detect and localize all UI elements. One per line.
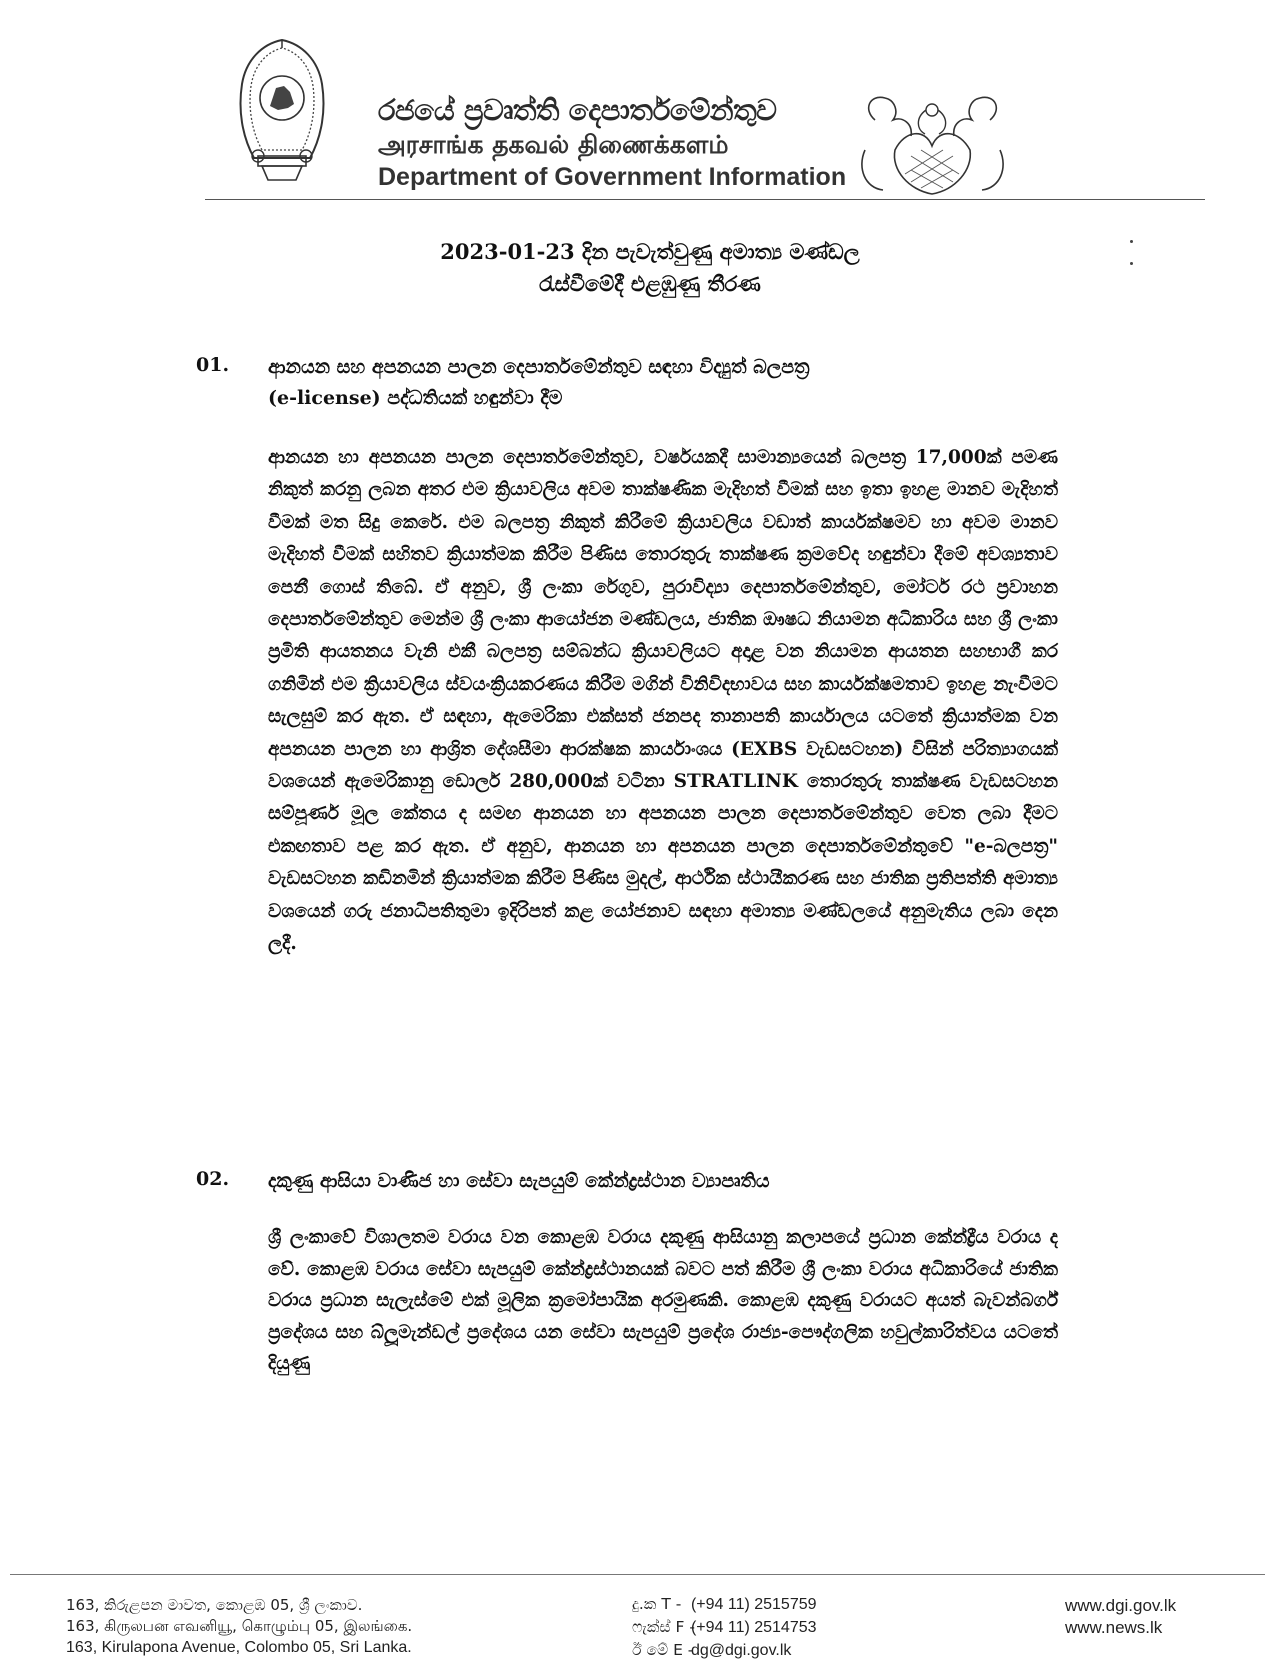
org-name-english: Department of Government Information	[378, 163, 847, 191]
footer-divider	[10, 1574, 1265, 1575]
section-2-heading-line-1: දකුණු ආසියා වාණිජ හා සේවා සැපයුම් කේන්ද්‍රස්ථාන ව්‍යාපෘතිය	[268, 1170, 770, 1192]
phone-number[interactable]: (+94 11) 2515759	[690, 1596, 817, 1613]
fax-label: ෆැක්ස් F -	[632, 1618, 695, 1636]
section-1-heading	[268, 352, 1058, 414]
email-address[interactable]: dg@dgi.gov.lk	[690, 1642, 792, 1659]
contact-fax	[632, 1616, 817, 1639]
fax-number: (+94 11) 2514753	[690, 1619, 817, 1636]
footer-websites	[1065, 1595, 1176, 1639]
phone-label: දු.ක T -	[632, 1595, 682, 1613]
section-2-heading	[268, 1166, 1058, 1197]
email-label: ඊ මේ E -	[632, 1641, 694, 1659]
section-1-paragraph: ආනයන හා අපනයන පාලන දෙපාර්තමේන්තුව, වර්ෂයකදී සාමාන්‍යයෙන් බලපත්‍ර 17,000ක් පමණ නිකුත් කරනු ලබන අතර එම ක්‍රියාවලිය අවම තාක්ෂණික මැදිහත් වීමක් සහ ඉතා ඉහළ මානව මැදිහත් වීමක් මත සිදු කෙරේ. එම බලපත්‍ර නිකුත් කිරීමේ ක්‍රියාවලිය වඩාත් කාර්යක්ෂමව හා අවම මානව මැදිහත් වීමක් සහිතව ක්‍රියාත්මක කිරීම පිණිස තොරතුරු තාක්ෂණ ක්‍රමවේද හඳුන්වා දීමේ අවශ්‍යතාව පෙනී ගොස් තිබේ. ඒ අනුව, ශ්‍රී ලංකා රේගුව, පුරාවිද්‍යා දෙපාර්තමේන්තුව, මෝටර් රථ ප්‍රවාහන දෙපාර්තමේන්තුව මෙන්ම ශ්‍රී ලංකා ආයෝජන මණ්ඩලය, ජාතික ඖෂධ නියාමන අධිකාරිය සහ ශ්‍රී ලංකා ප්‍රමිති ආයතනය වැනි එකී බලපත්‍ර සම්බන්ධ ක්‍රියාවලියට අදාළ වන නියාමන ආයතන සහභාගී කර ගනිමින් එම ක්‍රියාවලිය ස්වයංක්‍රියකරණය කිරීම මගින් විනිවිදභාවය සහ කාර්යක්ෂමතාව ඉහළ නැංවීමට සැලසුම් කර ඇත. ඒ සඳහා, ඇමෙරිකා එක්සත් ජනපද තානාපති කාර්යාලය යටතේ ක්‍රියාත්මක වන අපනයන පාලන හා ආශ්‍රිත දේශසීමා ආරක්ෂක කාර්යාංශය (EXBS වැඩසටහන) විසින් පරිත්‍යාගයක් වශයෙන් ඇමෙරිකානු ඩොලර් 280,000ක් වටිනා STRATLINK තොරතුරු තාක්ෂණ වැඩසටහන සම්පූර්ණ මූල කේතය ද සමඟ ආනයන හා අපනයන පාලන දෙපාර්තමේන්තුව වෙත ලබා දීමට එකඟතාව පළ කර ඇත. ඒ අනුව, ආනයන හා අපනයන පාලන දෙපාර්තමේන්තුවේ "e-බලපත්‍ර" වැඩසටහන කඩිනමින් ක්‍රියාත්මක කිරීම පිණිස මුදල්, ආර්ථික ස්ථායීකරණ සහ ජාතික ප්‍රතිපත්ති අමාත්‍ය වශයෙන් ගරු ජනාධිපතිතුමා ඉදිරිපත් කළ යෝජනාව සඳහා අමාත්‍ය මණ්ඩලයේ අනුමැතිය ලබා දෙන ලදී.	[268, 447, 1058, 955]
section-1-number: 01.	[196, 354, 230, 376]
org-name-tamil: அரசாங்க தகவல் திணைக்களம்	[378, 130, 729, 159]
org-name-sinhala: රජයේ ප්‍රවෘත්ති දෙපාර්තමේන්තුව	[378, 93, 777, 127]
sri-lanka-emblem-icon	[232, 36, 332, 186]
page-title	[250, 236, 1050, 300]
section-2-paragraph: ශ්‍රී ලංකාවේ විශාලතම වරාය වන කොළඹ වරාය දකුණු ආසියානු කලාපයේ ප්‍රධාන කේන්ද්‍රීය වරාය ද වේ. කොළඹ වරාය සේවා සැපයුම් කේන්ද්‍රස්ථානයක් බවට පත් කිරීම ශ්‍රී ලංකා වරාය අධිකාරියේ ජාතික වරාය ප්‍රධාන සැලැස්මේ එක් මූලික ක්‍රමෝපායික අරමුණකි. කොළඹ දකුණු වරායට අයත් බැවන්බර්ග් ප්‍රදේශය සහ බ්ලූමැන්ඩල් ප්‍රදේශය යන සේවා සැපයුම් ප්‍රදේශ රාජ්‍ය-පෞද්ගලික හවුල්කාරිත්වය යටතේ දියුණු	[268, 1227, 1058, 1374]
title-line-1: 2023-01-23 දින පැවැත්වුණු අමාත්‍ය මණ්ඩල	[440, 239, 860, 264]
section-2-number: 02.	[196, 1168, 230, 1190]
address-english: 163, Kirulapona Avenue, Colombo 05, Sri Lanka.	[66, 1639, 412, 1656]
traditional-swan-ornament-icon	[855, 90, 1010, 202]
footer-contact	[632, 1593, 817, 1662]
website-news-link[interactable]: www.news.lk	[1065, 1618, 1163, 1637]
title-line-2: රැස්වීමේදී එළඹුණු තීරණ	[539, 271, 761, 296]
website-dgi-link[interactable]: www.dgi.gov.lk	[1065, 1596, 1177, 1615]
address-tamil: 163, கிருலபன எவனியூ, கொழும்பு 05, இலங்கை.	[66, 1617, 413, 1635]
footer-address	[66, 1595, 412, 1658]
contact-email	[632, 1639, 817, 1662]
address-sinhala: 163, කිරුළපන මාවත, කොළඹ 05, ශ්‍රී ලංකාව.	[66, 1596, 363, 1614]
header-divider	[205, 199, 1205, 200]
contact-phone	[632, 1593, 817, 1616]
section-1-heading-line-1: ආනයන සහ අපනයන පාලන දෙපාර්තමේන්තුව සඳහා විද්‍යුත් බලපත්‍ර	[268, 356, 810, 378]
section-1-heading-line-2: (e-license) පද්ධතියක් හඳුන්වා දීම	[268, 387, 563, 409]
organization-name	[378, 92, 846, 193]
